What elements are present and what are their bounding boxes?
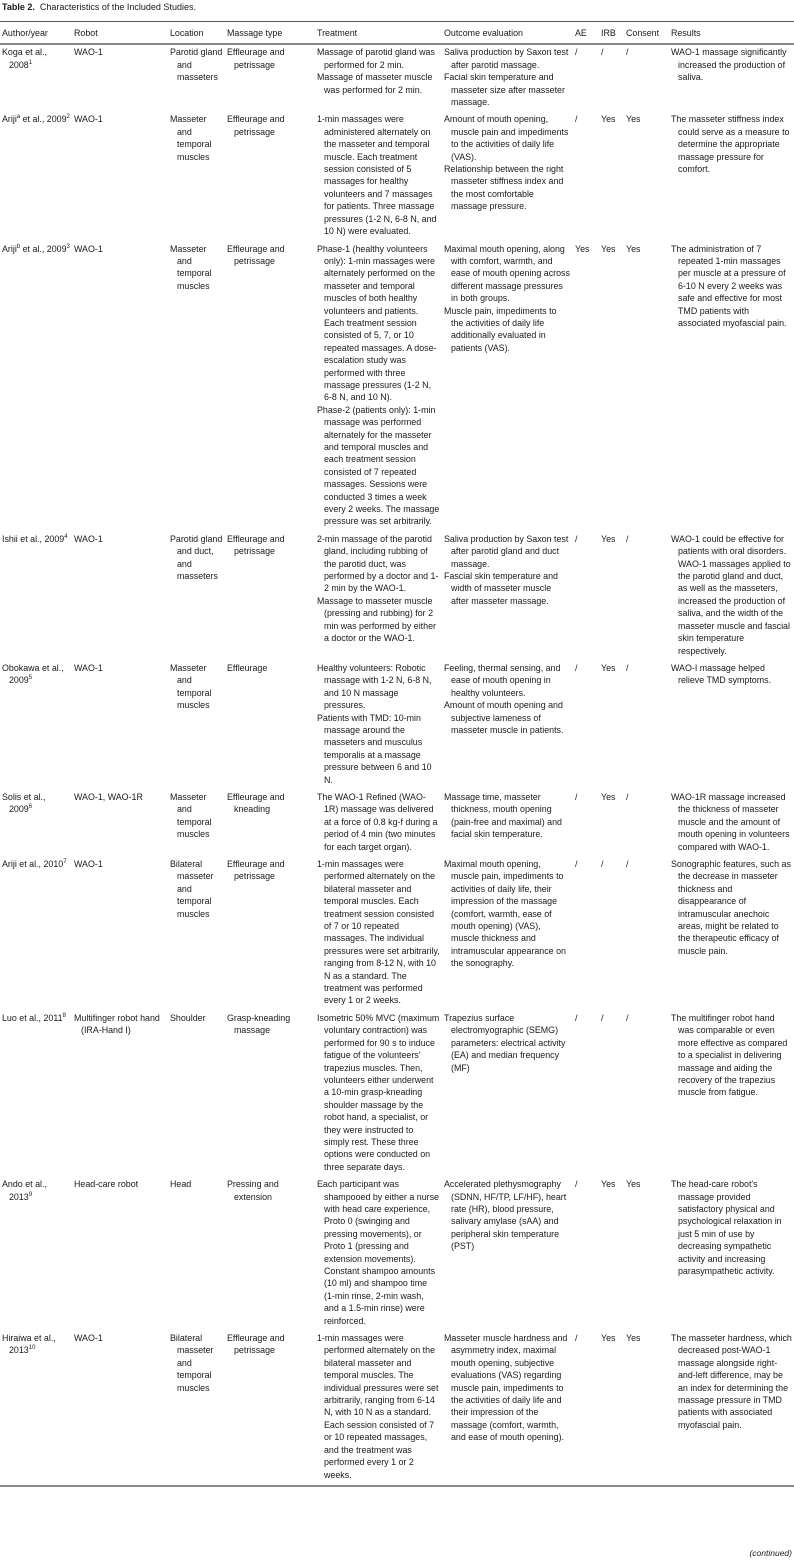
cell-author-year (0, 1331, 72, 1486)
author-suffix: et al., (17, 533, 42, 544)
cell-author-year (0, 242, 72, 532)
cell-irb: Yes (601, 662, 616, 673)
cell-treatment (315, 44, 442, 112)
outcome-paragraph: Trapezius surface electromyographic (SEMG) parameters: electrical activity (EA) and median frequency (MF) (444, 1012, 566, 1073)
header-irb: IRB (601, 28, 616, 38)
cell-results (669, 112, 794, 241)
cell-outcome-evaluation (442, 112, 573, 241)
outcome-paragraph: Maximal mouth opening, muscle pain, impediments to activities of daily life, their impression of the massage (comfort, warmth, ease of mouth opening) (VAS), muscle thickness and intramuscular appearance on the sonography. (444, 859, 566, 969)
author-citation (2, 1332, 70, 1357)
cell-robot-text: WAO-1 (74, 114, 103, 125)
cell-location-text: Bilateral masseter and temporal muscles (170, 859, 214, 919)
cell-ae: / (575, 859, 578, 869)
cell-location-text: Parotid gland and duct, and masseters (170, 533, 223, 582)
cell-massage-type (225, 112, 315, 241)
cell-massage-type-text: Effleurage and petrissage (227, 533, 285, 557)
author-name: Ariji (2, 114, 17, 125)
cell-treatment (315, 1011, 442, 1177)
author-suffix: et al., (22, 1179, 47, 1190)
reference-number: 7 (63, 859, 67, 865)
cell-author-year (0, 661, 72, 790)
cell-robot-text: Head-care robot (74, 1179, 139, 1190)
reference-number: 5 (28, 675, 33, 682)
author-suffix: et al., (20, 243, 45, 254)
cell-location (168, 1331, 225, 1486)
cell-robot-text: WAO-1 (74, 662, 103, 673)
cell-treatment (315, 790, 442, 857)
cell-ae: / (575, 1179, 578, 1190)
cell-results (669, 857, 794, 1011)
year: 2008 (9, 59, 29, 70)
cell-outcome-evaluation (442, 857, 573, 1011)
cell-location (168, 112, 225, 241)
results-text: The masseter stiffness index could serve as a measure to determine the appropriate massage pressure for comfort. (671, 114, 790, 175)
cell-consent: Yes (626, 243, 641, 254)
cell-results (669, 1331, 794, 1486)
cell-robot-text: WAO-1 (74, 533, 103, 544)
author-name: Solis (2, 791, 22, 802)
cell-location-text: Shoulder (170, 1012, 206, 1023)
cell-consent: / (626, 662, 629, 673)
outcome-paragraph: Saliva production by Saxon test after parotid massage. (444, 47, 569, 70)
cell-outcome-evaluation (442, 532, 573, 661)
cell-massage-type (225, 242, 315, 532)
results-text: WAO-1R massage increased the thickness of masseter muscle and the amount of mouth opening in volunteers compared with WAO-1. (671, 791, 790, 852)
author-suffix: et al., (16, 1012, 41, 1023)
table-row (0, 661, 794, 790)
cell-ae: / (575, 114, 578, 125)
cell-consent: Yes (626, 1333, 641, 1344)
author-citation (2, 791, 70, 816)
treatment-paragraph: Patients with TMD: 10-min massage around the masseters and musculus temporalis at a massage pressure between 6 and 10 N. (317, 712, 432, 785)
cell-ae: / (575, 533, 578, 544)
results-text: WAO-1 could be effective for patients with oral disorders. WAO-1 massages applied to the parotid gland and duct, as well as the masseters, increased the production of saliva, and the width of the masseter muscle and fascial skin temperature respectively. (671, 533, 791, 656)
header-treatment: Treatment (317, 28, 358, 38)
cell-massage-type-text: Pressing and extension (227, 1179, 279, 1202)
author-name: Luo (2, 1012, 17, 1023)
author-name: Obokawa (2, 662, 40, 673)
outcome-paragraph: Masseter muscle hardness and asymmetry index, maximal mouth opening, subjective evaluations (VAS) regarding muscle pain, impediments to the activities of daily life and their impression of the massage (comfort, warmth, and ease of mouth opening). (444, 1333, 568, 1443)
author-citation (2, 113, 70, 125)
cell-robot-text: WAO-1, WAO-1R (74, 791, 143, 802)
outcome-paragraph: Relationship between the right masseter stiffness index and the most comfortable massage pressure. (444, 164, 564, 212)
cell-ae: / (575, 1012, 578, 1023)
cell-massage-type (225, 790, 315, 857)
year: 2010 (43, 859, 64, 869)
reference-number: 2 (66, 114, 70, 121)
cell-irb: Yes (601, 1179, 616, 1190)
author-suffix: et al., (22, 47, 47, 58)
table-row (0, 1011, 794, 1177)
cell-consent: / (626, 1012, 629, 1023)
outcome-paragraph: Accelerated plethysmography (SDNN, HF/TP, LF/HF), heart rate (HR), blood pressure, salivary amylase (sAA) and peripheral skin temperature (PST) (444, 1179, 567, 1252)
header-robot: Robot (74, 28, 98, 38)
cell-robot (72, 532, 168, 661)
cell-ae: / (575, 1333, 578, 1344)
outcome-paragraph: Muscle pain, impediments to the activities of daily life additionally evaluated in patients (VAS). (444, 305, 557, 353)
cell-location (168, 857, 225, 1011)
author-name: Ishii (2, 533, 18, 544)
cell-robot-text: WAO-1 (74, 1333, 103, 1344)
cell-robot (72, 1177, 168, 1331)
treatment-paragraph: Phase-1 (healthy volunteers only): 1-min massages were alternately performed on the masseter and temporal muscles of both healthy volunteers and patients. Each treatment session consisted of 5, 7, or 10 repeated massages. A dose-escalation study was performed with three massage pressures (1-2 N, 6-8 N, and 10 N). (317, 243, 437, 403)
cell-location-text: Bilateral masseter and temporal muscles (170, 1333, 214, 1393)
cell-author-year (0, 1011, 72, 1177)
cell-treatment (315, 112, 442, 241)
outcome-paragraph: Fascial skin temperature and width of masseter muscle after masseter massage. (444, 571, 558, 606)
cell-outcome-evaluation (442, 242, 573, 532)
cell-consent: Yes (626, 1179, 641, 1190)
outcome-paragraph: Saliva production by Saxon test after parotid gland and duct massage. (444, 533, 569, 569)
treatment-paragraph: 1-min massages were performed alternately on the bilateral masseter and temporal muscles. The individual pressures were set arbitrarily, ranging from 6-14 N, with 10 N as a standard. Each session consisted of 7 or 10 repeated massages, and the treatment was performed every 1 or 2 weeks. (317, 1333, 439, 1480)
cell-massage-type-text: Effleurage and petrissage (227, 1333, 285, 1356)
cell-robot (72, 44, 168, 112)
author-letter: b (16, 243, 21, 250)
cell-outcome-evaluation (442, 1011, 573, 1177)
cell-irb: Yes (601, 1333, 616, 1344)
cell-ae: / (575, 791, 578, 802)
header-outcome-evaluation: Outcome evaluation (444, 28, 523, 38)
cell-consent: / (626, 533, 629, 544)
outcome-paragraph: Amount of mouth opening, muscle pain and impediments to the activities of daily life (VAS). (444, 114, 569, 162)
reference-number: 6 (28, 804, 33, 811)
author-citation (2, 243, 70, 255)
cell-outcome-evaluation (442, 1177, 573, 1331)
table-row (0, 532, 794, 661)
cell-results (669, 44, 794, 112)
cell-author-year (0, 112, 72, 241)
author-suffix: et al., (31, 1333, 56, 1344)
table-row (0, 790, 794, 857)
cell-irb: Yes (601, 533, 616, 544)
cell-massage-type-text: Effleurage and petrissage (227, 243, 285, 266)
cell-massage-type (225, 1011, 315, 1177)
cell-consent: Yes (626, 114, 641, 125)
cell-ae: / (575, 662, 578, 673)
cell-robot (72, 1011, 168, 1177)
table-row (0, 44, 794, 112)
cell-consent: / (626, 47, 629, 58)
cell-robot-text: Multifinger robot hand (IRA-Hand I) (74, 1012, 160, 1036)
header-author-year: Author/year (2, 28, 48, 38)
cell-location-text: Parotid gland and masseters (170, 47, 223, 83)
year: 2013 (9, 1345, 29, 1356)
cell-location-text: Masseter and temporal muscles (170, 243, 212, 291)
cell-irb: Yes (601, 791, 616, 802)
year: 2009 (44, 533, 65, 544)
author-name: Ariji (2, 243, 17, 254)
cell-massage-type (225, 44, 315, 112)
reference-number: 10 (28, 1345, 36, 1352)
reference-number: 3 (66, 243, 70, 250)
cell-author-year (0, 790, 72, 857)
cell-location (168, 242, 225, 532)
author-citation (2, 662, 70, 687)
treatment-paragraph: Isometric 50% MVC (maximum voluntary contraction) was performed for 90 s to induce fatigue of the volunteers' trapezius muscles. Then, volunteers either underwent a 10-min grasp-kneading shoulder massage by the robot hand, a specialist, or they were instructed to simply rest. These three options were conducted on three separate days. (317, 1012, 440, 1172)
cell-author-year (0, 857, 72, 1011)
cell-location-text: Masseter and temporal muscles (170, 791, 212, 840)
table-header-row (0, 22, 794, 45)
cell-results (669, 790, 794, 857)
reference-number: 8 (62, 1012, 66, 1019)
table-caption (2, 1, 196, 13)
table-label: Table 2. (2, 2, 35, 12)
outcome-paragraph: Maximal mouth opening, along with comfort, warmth, and ease of mouth opening across different massage pressures in both groups. (444, 243, 570, 304)
outcome-paragraph: Massage time, masseter thickness, mouth opening (pain-free and maximal) and facial skin temperature. (444, 791, 562, 840)
treatment-paragraph: 1-min massages were administered alternately on the masseter and temporal muscle. Each treatment session consisted of 5 massages for healthy volunteers and 7 massages for patients. Three massage pressures (1-2 N, 6-8 N, and 10 N) were evaluated. (317, 114, 437, 237)
author-citation (2, 533, 70, 545)
cell-robot (72, 242, 168, 532)
cell-results (669, 1177, 794, 1331)
results-text: The administration of 7 repeated 1-min massages per muscle at a pressure of 6-10 N every 2 weeks was safe and effective for most TMD patients with associated myofascial pain. (671, 243, 787, 328)
author-suffix: et al., (20, 114, 45, 125)
results-text: WAO-1 massage significantly increased the production of saliva. (671, 47, 787, 83)
header-consent: Consent (626, 28, 660, 38)
cell-treatment (315, 242, 442, 532)
table-body (0, 44, 794, 1486)
year: 2009 (9, 804, 29, 815)
results-text: The multifinger robot hand was comparable or even more effective as compared to a specialist in delivering massage and aiding the recovery of the trapezius muscle from fatigue. (671, 1012, 788, 1098)
author-citation (2, 1012, 70, 1024)
table-row (0, 112, 794, 241)
author-letter: a (16, 114, 21, 121)
cell-outcome-evaluation (442, 44, 573, 112)
outcome-paragraph: Facial skin temperature and masseter size after masseter massage. (444, 72, 565, 108)
table-title: Characteristics of the Included Studies. (39, 2, 196, 12)
cell-results (669, 661, 794, 790)
outcome-paragraph: Feeling, thermal sensing, and ease of mouth opening in healthy volunteers. (444, 662, 561, 698)
cell-robot-text: WAO-1 (74, 243, 103, 254)
year: 2011 (43, 1012, 63, 1023)
treatment-paragraph: Each participant was shampooed by either a nurse with head care experience, Proto 0 (swinging and pressing movements), or Proto 1 (pressing and extension movements). Constant shampoo amounts (10 ml) and shampoo time (1-min rinse, 2-min wash, and a 1.5-min rinse) were reinforced. (317, 1179, 439, 1326)
author-citation (2, 46, 70, 71)
cell-location-text: Masseter and temporal muscles (170, 114, 212, 162)
author-citation (2, 1178, 70, 1203)
cell-ae: / (575, 47, 578, 58)
reference-number: 4 (64, 533, 68, 540)
author-name: Ando (2, 1179, 23, 1190)
cell-location-text: Head (170, 1179, 192, 1190)
header-results: Results (671, 28, 701, 38)
treatment-paragraph: Healthy volunteers: Robotic massage with 1-2 N, 6-8 N, and 10 N massage pressures. (317, 662, 432, 711)
treatment-paragraph: 2-min massage of the parotid gland, including rubbing of the parotid duct, was performed by a doctor and 1-2 min by the WAO-1. (317, 533, 439, 594)
cell-treatment (315, 661, 442, 790)
cell-location (168, 661, 225, 790)
cell-treatment (315, 532, 442, 661)
reference-number: 9 (28, 1191, 33, 1198)
cell-massage-type-text: Effleurage and petrissage (227, 47, 285, 70)
treatment-paragraph: Massage of masseter muscle was performed for 2 min. (317, 72, 433, 95)
cell-location (168, 1177, 225, 1331)
table-row (0, 242, 794, 532)
cell-robot (72, 857, 168, 1011)
cell-consent: / (626, 791, 629, 802)
results-text: The masseter hardness, which decreased post-WAO-1 massage alongside right-and-left difference, may be an index for determining the massage pressure in TMD patients with associated myofascial pain. (671, 1333, 792, 1430)
cell-outcome-evaluation (442, 790, 573, 857)
cell-author-year (0, 44, 72, 112)
author-name: Hiraiwa (2, 1333, 32, 1344)
cell-treatment (315, 857, 442, 1011)
cell-massage-type-text: Grasp-kneading massage (227, 1012, 291, 1036)
treatment-paragraph: Phase-2 (patients only): 1-min massage was performed alternately for the masseter and temporal muscles and each treatment session consisted of 7 repeated massages. Sessions were conducted 3 times a week every 2 weeks. The massage pressure was set arbitrarily. (317, 404, 440, 527)
cell-robot-text: WAO-1 (74, 859, 103, 869)
cell-author-year (0, 532, 72, 661)
year: 2009 (9, 675, 29, 686)
cell-irb: / (601, 1012, 604, 1023)
reference-number: 1 (28, 59, 33, 66)
cell-massage-type (225, 661, 315, 790)
cell-robot (72, 112, 168, 241)
cell-massage-type-text: Effleurage and petrissage (227, 114, 285, 137)
header-ae: AE (575, 28, 587, 38)
treatment-paragraph: Massage of parotid gland was performed for 2 min. (317, 47, 435, 70)
cell-ae: Yes (575, 243, 590, 254)
treatment-paragraph: 1-min massages were performed alternately on the bilateral masseter and temporal muscles. Each treatment session consisted of 7 or 10 repeated massages. The individual pressures were set arbitrarily, ranging from 8-12 N, with 10 N as a standard. The treatment was performed every 1 or 2 weeks. (317, 859, 440, 1006)
author-suffix: et al., (21, 791, 46, 802)
year: 2013 (9, 1191, 29, 1202)
cell-massage-type (225, 532, 315, 661)
cell-irb: / (601, 859, 604, 869)
continued-note: (continued) (749, 1548, 792, 1558)
results-text: The head-care robot's massage provided satisfactory physical and psychological relaxation in just 5 min of use by decreasing sympathetic activity and increasing parasympathetic activity. (671, 1179, 782, 1276)
characteristics-table (0, 21, 794, 1487)
cell-massage-type (225, 1331, 315, 1486)
year: 2009 (46, 243, 67, 254)
cell-irb: Yes (601, 243, 616, 254)
cell-results (669, 242, 794, 532)
results-text: WAO-I massage helped relieve TMD symptoms. (671, 662, 772, 686)
cell-irb: / (601, 47, 604, 58)
cell-location-text: Masseter and temporal muscles (170, 662, 212, 711)
cell-robot (72, 661, 168, 790)
cell-location (168, 790, 225, 857)
cell-massage-type (225, 857, 315, 1011)
cell-massage-type-text: Effleurage (227, 662, 268, 673)
table-row (0, 1177, 794, 1331)
cell-robot (72, 790, 168, 857)
header-location: Location (170, 28, 204, 38)
cell-location (168, 532, 225, 661)
author-name: Koga (2, 47, 23, 58)
cell-massage-type-text: Effleurage and petrissage (227, 859, 285, 882)
cell-robot-text: WAO-1 (74, 47, 103, 58)
cell-robot (72, 1331, 168, 1486)
author-citation (2, 858, 70, 870)
results-text: Sonographic features, such as the decrease in masseter thickness and disappearance of intramuscular anechoic areas, might be related to the therapeutic efficacy of muscle pain. (671, 859, 791, 956)
cell-results (669, 1011, 794, 1177)
cell-massage-type (225, 1177, 315, 1331)
cell-irb: Yes (601, 114, 616, 125)
header-massage-type: Massage type (227, 28, 283, 38)
outcome-paragraph: Amount of mouth opening and subjective lameness of masseter muscle in patients. (444, 700, 564, 735)
year: 2009 (46, 114, 67, 125)
cell-treatment (315, 1177, 442, 1331)
author-suffix: et al., (39, 662, 64, 673)
table-row (0, 857, 794, 1011)
treatment-paragraph: Massage to masseter muscle (pressing and rubbing) for 2 min was performed by either a doctor or the WAO-1. (317, 595, 436, 644)
treatment-paragraph: The WAO-1 Refined (WAO-1R) massage was delivered at a force of 0.8 kg-f during a period of 4 min (two minutes for each target organ). (317, 791, 438, 852)
cell-location (168, 1011, 225, 1177)
cell-outcome-evaluation (442, 1331, 573, 1486)
cell-outcome-evaluation (442, 661, 573, 790)
table-row (0, 1331, 794, 1486)
cell-location (168, 44, 225, 112)
cell-author-year (0, 1177, 72, 1331)
cell-massage-type-text: Effleurage and kneading (227, 791, 285, 815)
author-name: Ariji (2, 859, 17, 869)
cell-consent: / (626, 859, 629, 869)
author-suffix: et al., (16, 859, 41, 869)
cell-treatment (315, 1331, 442, 1486)
cell-results (669, 532, 794, 661)
